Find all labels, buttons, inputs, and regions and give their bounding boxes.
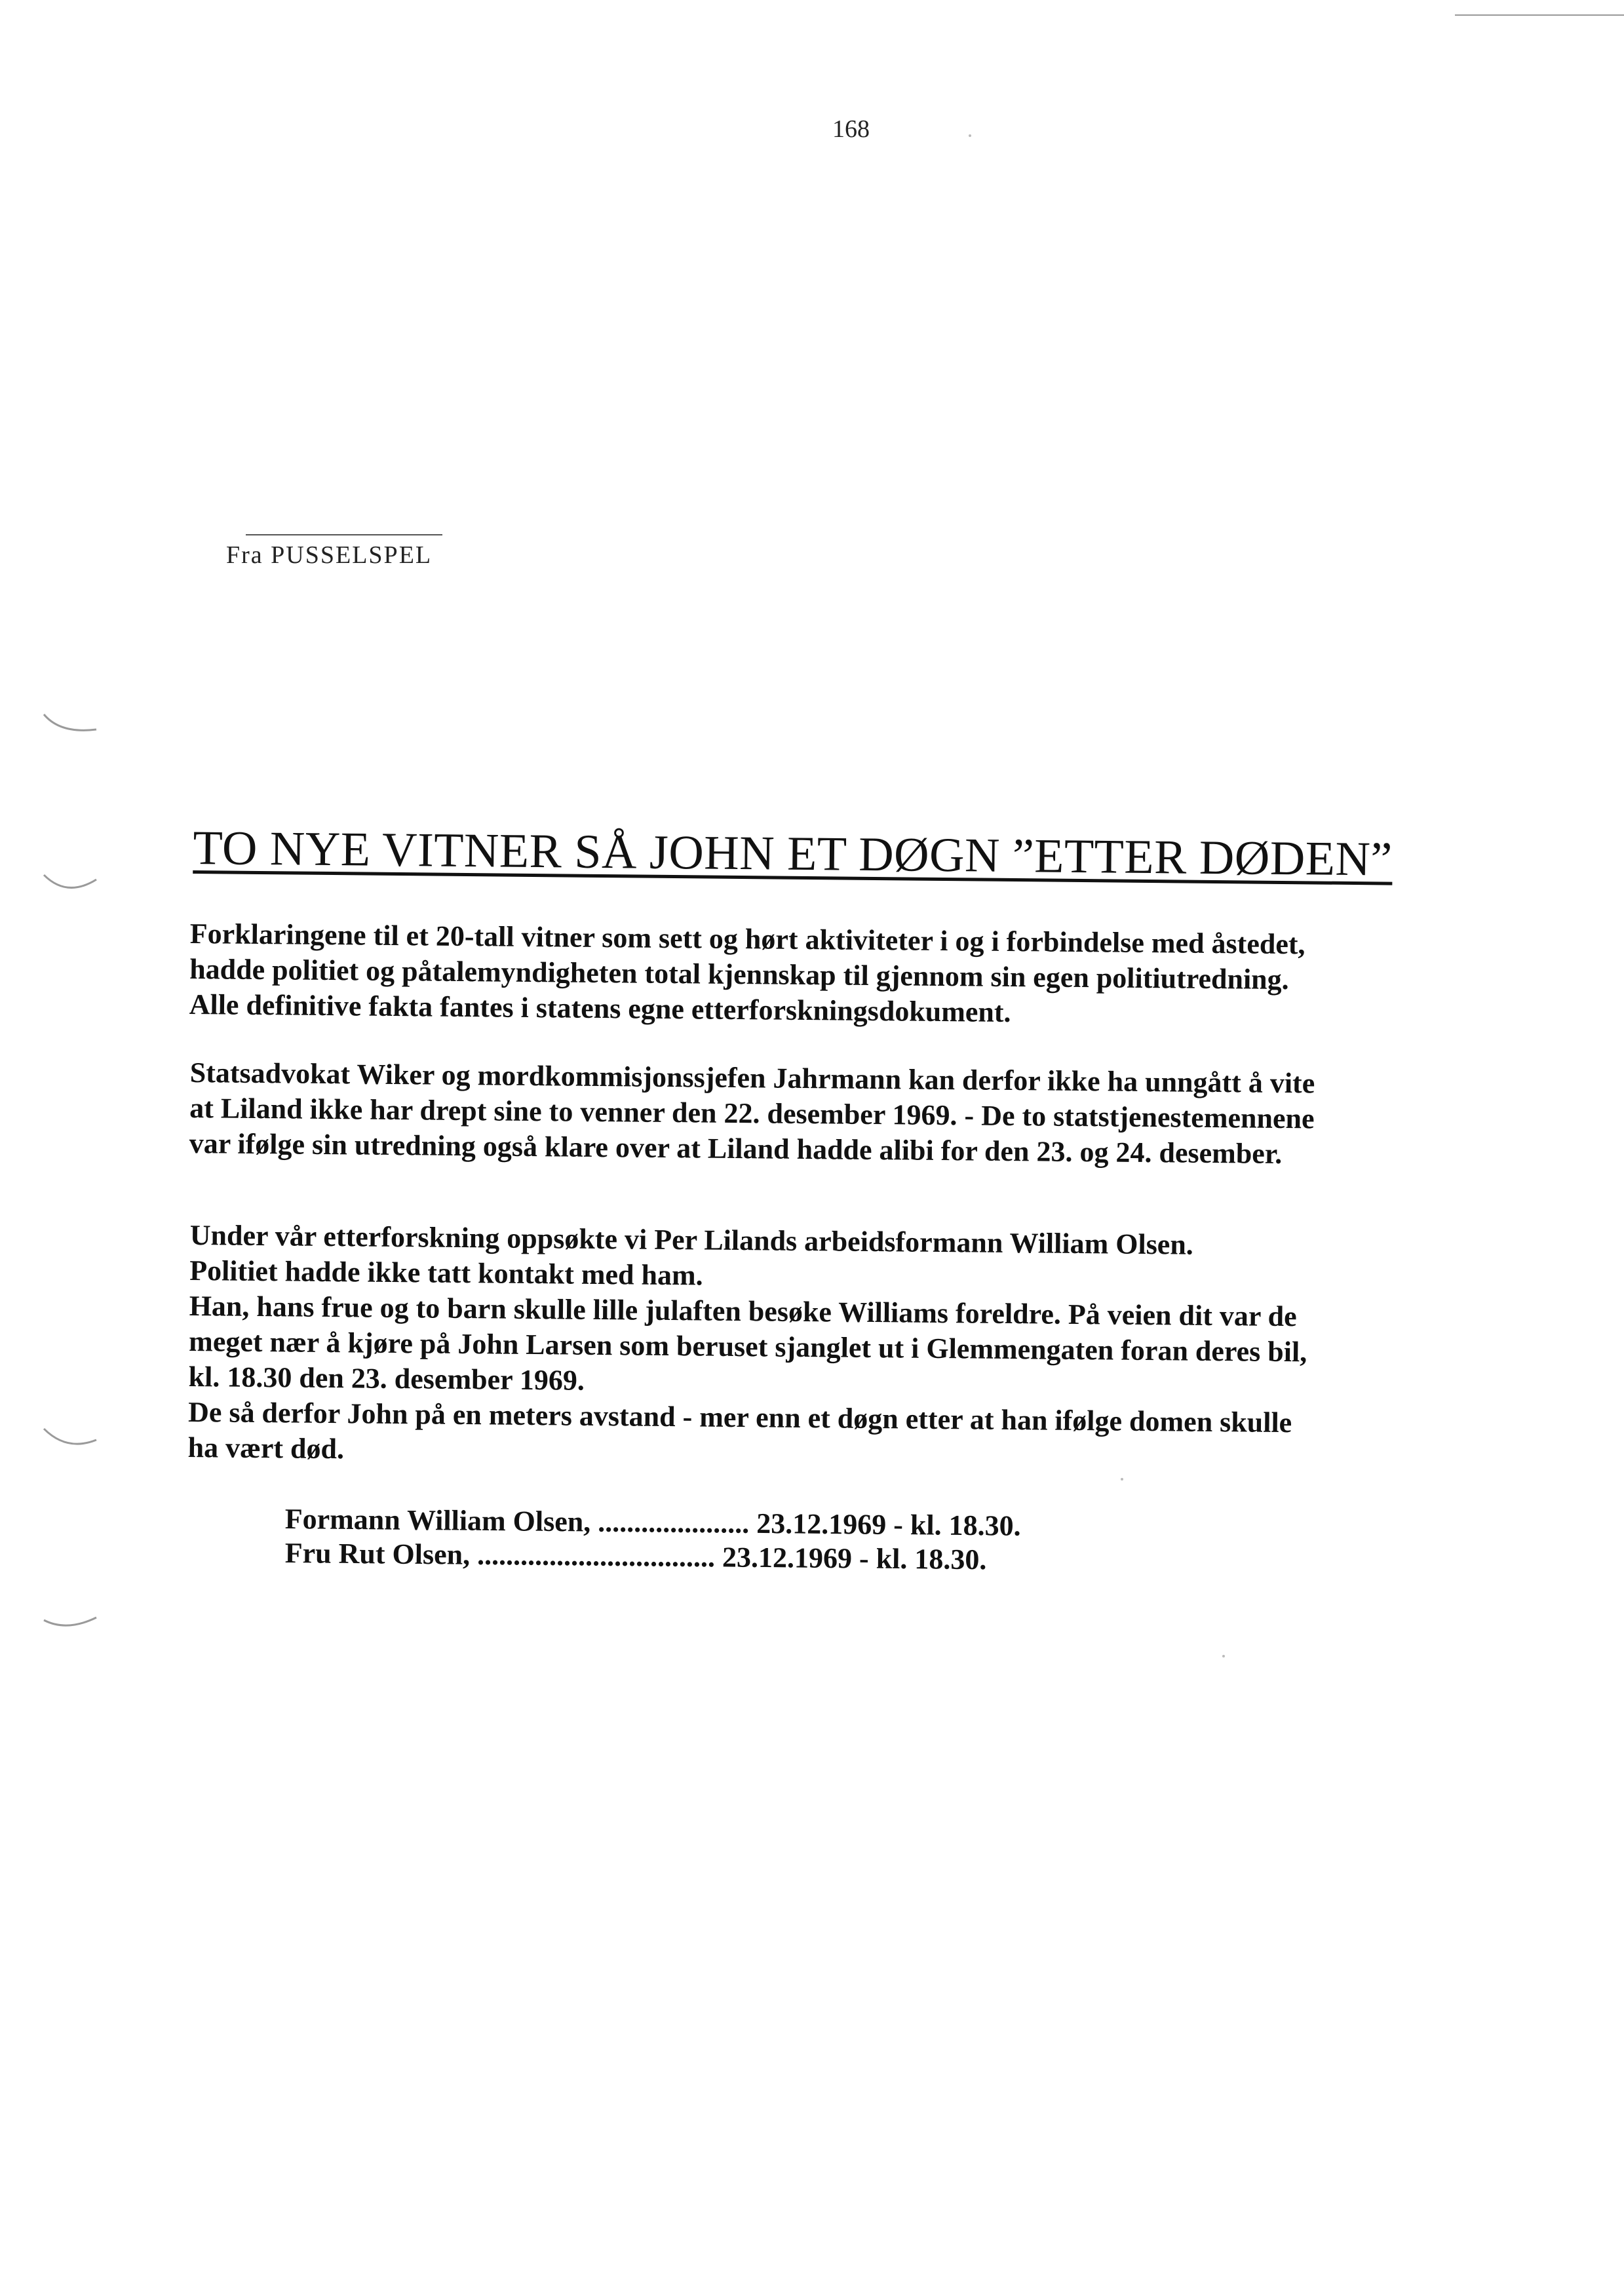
paragraph-line: Forklaringene til et 20-tall vitner som sett og hørt aktiviteter i og i forbindelse med åstedet, [189, 917, 1305, 961]
page-number: 168 [832, 115, 870, 143]
binder-hole-mark [41, 872, 100, 898]
paragraph-line: ha vært død. [187, 1431, 345, 1465]
source-overline [246, 534, 442, 535]
binder-hole-mark [41, 1425, 100, 1452]
paragraph-line: at Liland ikke har drept sine to venner den 22. desember 1969. - De to statstjenestemennene [189, 1091, 1315, 1135]
scan-speck [1121, 1478, 1123, 1481]
paragraph-line: Politiet hadde ikke tatt kontakt med ham. [189, 1254, 703, 1292]
paragraph-line: Han, hans frue og to barn skulle lille julaften besøke Williams foreldre. På veien dit var de [189, 1289, 1297, 1333]
binder-hole-mark [41, 711, 100, 737]
article-heading: TO NYE VITNER SÅ JOHN ET DØGN ”ETTER DØDEN” [193, 821, 1393, 887]
scan-top-rule [1455, 14, 1624, 16]
witness-entry-rut-olsen: Fru Rut Olsen, ................................. 23.12.1969 - kl. 18.30. [284, 1537, 987, 1576]
paragraph-line: kl. 18.30 den 23. desember 1969. [188, 1360, 585, 1397]
witness-entry-william-olsen: Formann William Olsen, ..................... 23.12.1969 - kl. 18.30. [284, 1503, 1021, 1542]
paragraph-3 [187, 1218, 1488, 1478]
scan-speck [1222, 1655, 1225, 1657]
paragraph-2 [189, 1055, 1487, 1174]
scan-speck [969, 134, 971, 137]
paragraph-line: Alle definitive fakta fantes i statens egne etterforskningsdokument. [189, 988, 1011, 1029]
binder-hole-mark [41, 1612, 100, 1638]
paragraph-line: hadde politiet og påtalemyndigheten total kjennskap til gjennom sin egen politiutredning. [189, 952, 1289, 996]
source-label: Fra PUSSELSPEL [226, 541, 433, 569]
paragraph-line: De så derfor John på en meters avstand - mer enn et døgn etter at han ifølge domen skulle [187, 1395, 1292, 1439]
paragraph-line: Under vår etterforskning oppsøkte vi Per Lilands arbeidsformann William Olsen. [189, 1218, 1194, 1261]
paragraph-line: Statsadvokat Wiker og mordkommisjonssjefen Jahrmann kan derfor ikke ha unngått å vite [189, 1056, 1315, 1100]
paragraph-line: meget nær å kjøre på John Larsen som beruset sjanglet ut i Glemmengaten foran deres bil, [188, 1325, 1307, 1368]
paragraph-1 [189, 916, 1487, 1035]
paragraph-line: var ifølge sin utredning også klare over at Liland hadde alibi for den 23. og 24. desember. [189, 1127, 1283, 1171]
